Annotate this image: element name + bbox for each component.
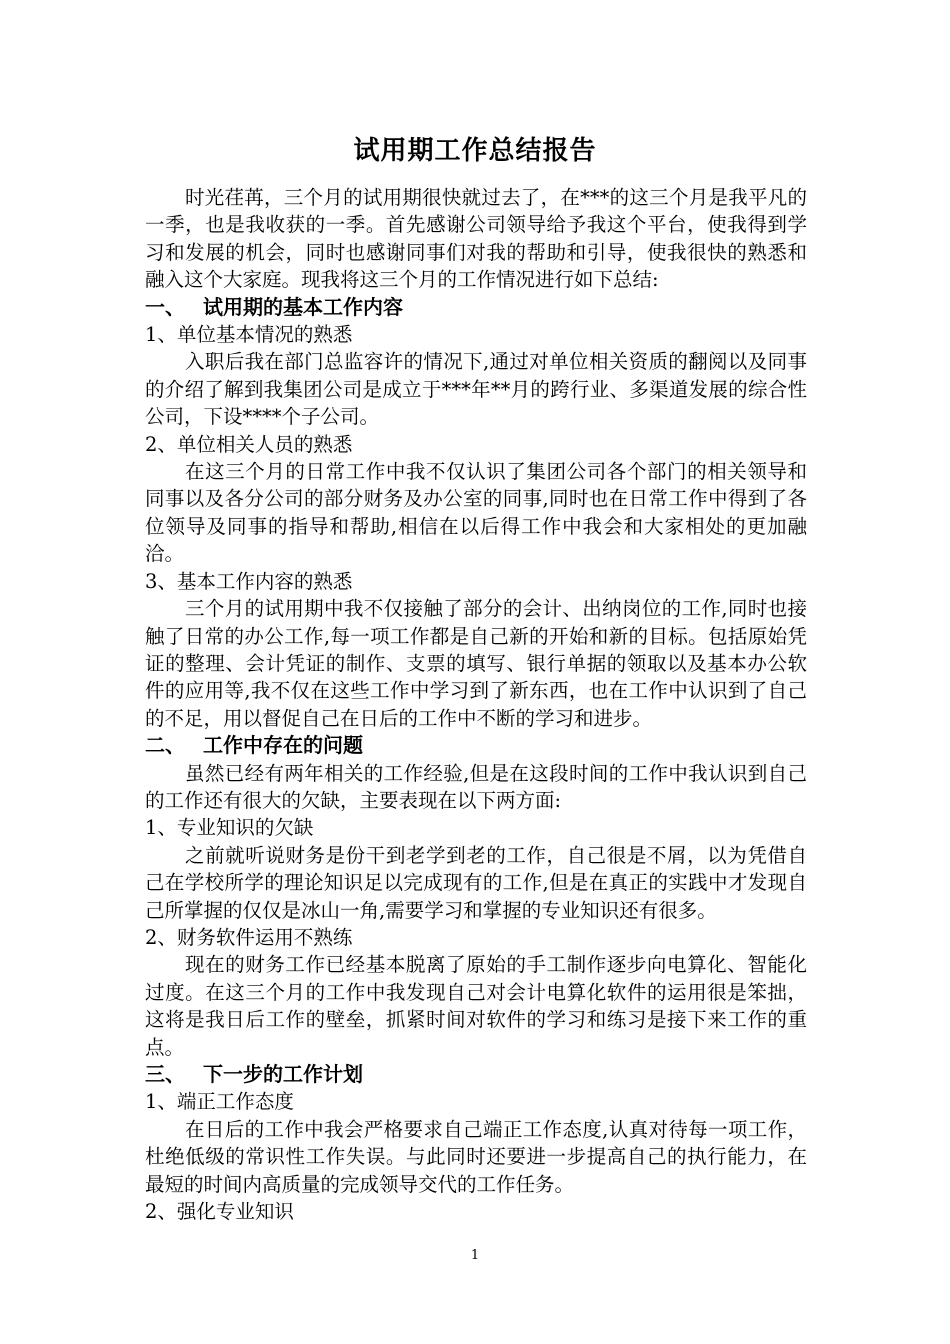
section-number: 三、 [145, 1062, 185, 1086]
paragraph: 在日后的工作中我会严格要求自己端正工作态度,认真对待每一项工作，杜绝低级的常识性工作失误。与此同时还要进一步提高自己的执行能力，在最短的时间内高质量的完成领导交代的工作任务。 [145, 1117, 807, 1196]
subheading: 3、基本工作内容的熟悉 [145, 569, 353, 593]
paragraph: 三个月的试用期中我不仅接触了部分的会计、出纳岗位的工作,同时也接触了日常的办公工作,每一项工作都是自己新的开始和新的目标。包括原始凭证的整理、会计凭证的制作、支票的填写、银行单据的领取以及基本办公软件的应用等,我不仅在这些工作中学习到了新东西，也在工作中认识到了自己的不足，用以督促自己在日后的工作中不断的学习和进步。 [145, 597, 807, 730]
subheading: 1、专业知识的欠缺 [145, 816, 314, 840]
subheading: 1、单位基本情况的熟悉 [145, 323, 353, 347]
section-title: 下一步的工作计划 [203, 1062, 363, 1086]
section-title: 工作中存在的问题 [203, 733, 363, 758]
section-heading-1 [145, 294, 807, 321]
paragraph: 在这三个月的日常工作中我不仅认识了集团公司各个部门的相关领导和同事以及各分公司的部分财务及办公室的同事,同时也在日常工作中得到了各位领导及同事的指导和帮助,相信在以后得工作中我会和大家相处的更加融洽。 [145, 460, 807, 566]
document-body [145, 184, 807, 1225]
section-title: 试用期的基本工作内容 [203, 294, 403, 319]
paragraph: 现在的财务工作已经基本脱离了原始的手工制作逐步向电算化、智能化过度。在这三个月的工作中我发现自己对会计电算化软件的运用很是笨拙，这将是我日后工作的壁垒，抓紧时间对软件的学习和练习是接下来工作的重点。 [145, 953, 807, 1059]
section-number: 二、 [145, 733, 185, 758]
page-number: 1 [470, 1248, 480, 1263]
section-heading-2 [145, 732, 807, 759]
subheading: 1、端正工作态度 [145, 1090, 294, 1114]
subheading: 2、强化专业知识 [145, 1200, 294, 1224]
subheading: 2、财务软件运用不熟练 [145, 925, 353, 949]
document-title: 试用期工作总结报告 [353, 136, 597, 166]
section-lead-paragraph: 虽然已经有两年相关的工作经验,但是在这段时间的工作中我认识到自己的工作还有很大的欠缺，主要表现在以下两方面: [145, 761, 807, 812]
section-number: 一、 [145, 294, 185, 319]
paragraph: 入职后我在部门总监容许的情况下,通过对单位相关资质的翻阅以及同事的介绍了解到我集团公司是成立于***年**月的跨行业、多渠道发展的综合性公司，下设****个子公司。 [145, 350, 807, 429]
intro-paragraph: 时光荏苒，三个月的试用期很快就过去了，在***的这三个月是我平凡的一季，也是我收获的一季。首先感谢公司领导给予我这个平台，使我得到学习和发展的机会，同时也感谢同事们对我的帮助和引导，使我很快的熟悉和融入这个大家庭。现我将这三个月的工作情况进行如下总结: [145, 186, 807, 292]
paragraph: 之前就听说财务是份干到老学到老的工作，自己很是不屑，以为凭借自己在学校所学的理论知识足以完成现有的工作,但是在真正的实践中才发现自己所掌握的仅仅是冰山一角,需要学习和掌握的专业知识还有很多。 [145, 843, 807, 922]
subheading: 2、单位相关人员的熟悉 [145, 432, 353, 456]
section-heading-3 [145, 1061, 807, 1088]
